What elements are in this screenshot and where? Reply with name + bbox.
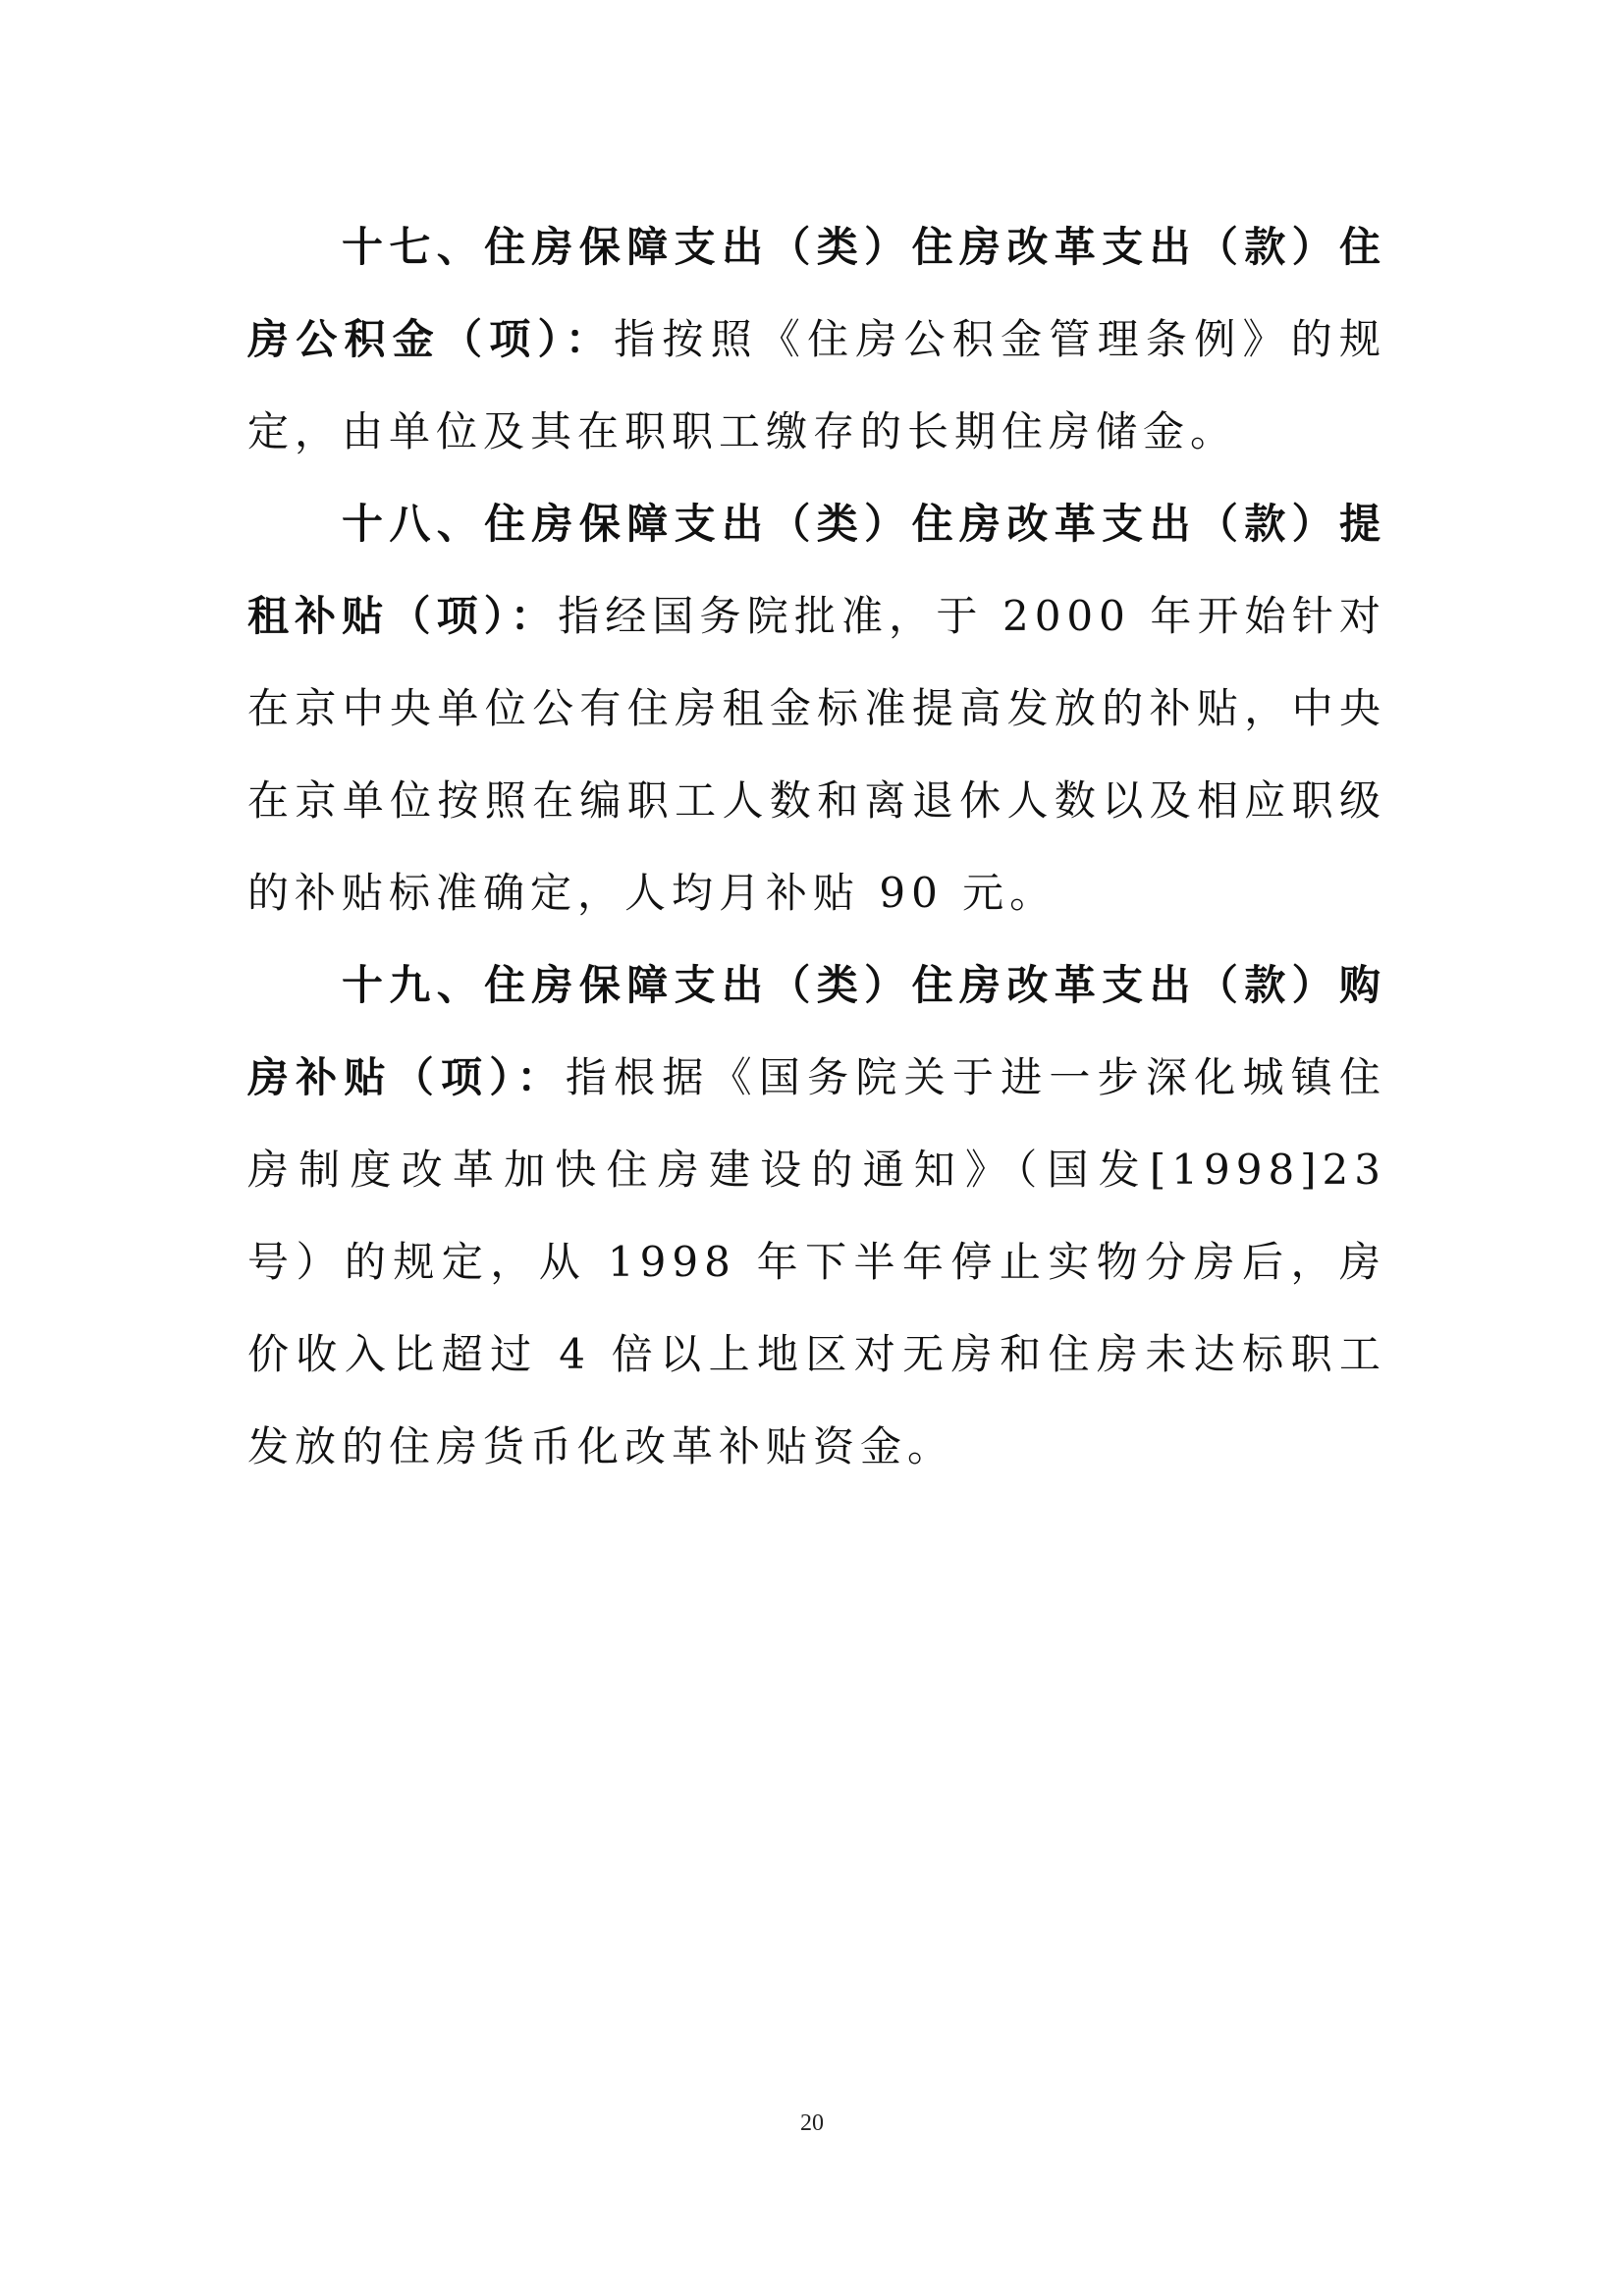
paragraph-purchase-subsidy	[247, 939, 1386, 1493]
paragraph-text: 指经国务院批准，于 2000 年开始针对在京中央单位公有住房租金标准提高发放的补贴，中央在京单位按照在编职工人数和离退休人数以及相应职级的补贴标准确定，人均月补贴 90 元。	[247, 592, 1386, 917]
page-number: 20	[800, 2110, 824, 2136]
paragraph-text: 指根据《国务院关于进一步深化城镇住房制度改革加快住房建设的通知》（国发[1998]23 号）的规定，从 1998 年下半年停止实物分房后，房价收入比超过 4 倍以上地区对无房和住房未达标职工发放的住房货币化改革补贴资金。	[247, 1053, 1386, 1470]
paragraph-rent-subsidy	[247, 478, 1386, 939]
document-body	[247, 201, 1386, 1493]
paragraph-heading: 十九、住房保障支出（类）住房改革支出（款）购房补贴（项）：	[247, 961, 1386, 1101]
paragraph-heading: 十七、住房保障支出（类）住房改革支出（款）住房公积金（项）：	[247, 223, 1386, 363]
paragraph-heading: 十八、住房保障支出（类）住房改革支出（款）提租补贴（项）：	[247, 500, 1386, 640]
paragraph-text: 指按照《住房公积金管理条例》的规定，由单位及其在职职工缴存的长期住房储金。	[247, 315, 1386, 455]
paragraph-housing-provident-fund	[247, 201, 1386, 478]
